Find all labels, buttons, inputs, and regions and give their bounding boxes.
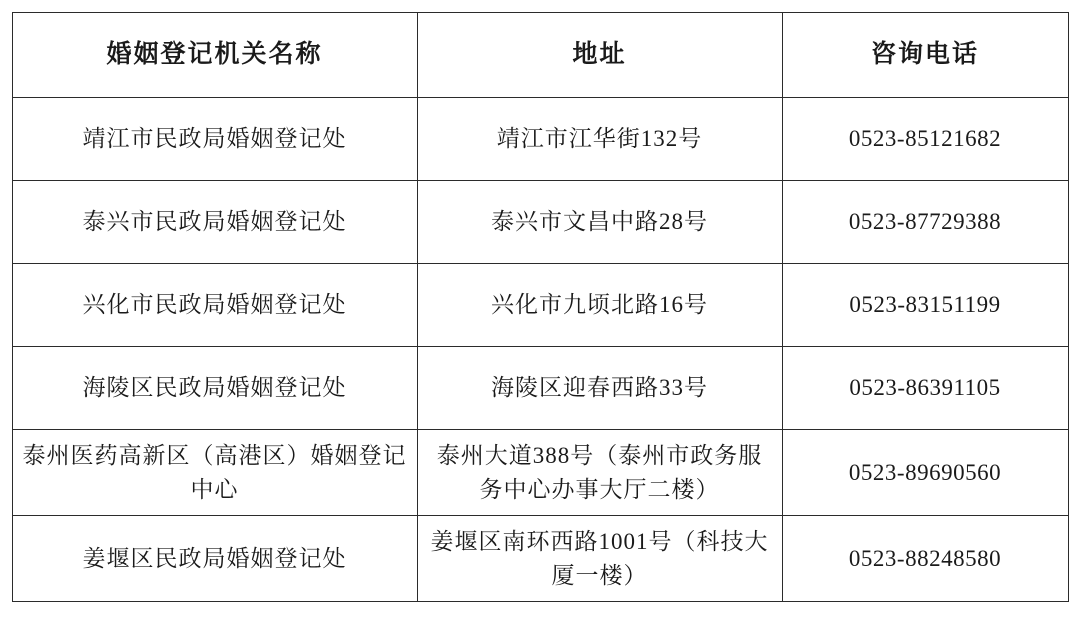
- table-body: [12, 98, 1068, 602]
- column-header-address: 地址: [417, 13, 782, 98]
- table-row: [12, 516, 1068, 602]
- cell-agency-name: 泰兴市民政局婚姻登记处: [12, 181, 417, 264]
- cell-address: 海陵区迎春西路33号: [417, 347, 782, 430]
- table-row: [12, 430, 1068, 516]
- table-row: [12, 98, 1068, 181]
- cell-phone: 0523-85121682: [782, 98, 1068, 181]
- table-row: [12, 264, 1068, 347]
- cell-agency-name: 兴化市民政局婚姻登记处: [12, 264, 417, 347]
- cell-address: 靖江市江华街132号: [417, 98, 782, 181]
- column-header-phone: 咨询电话: [782, 13, 1068, 98]
- table-row: [12, 181, 1068, 264]
- cell-agency-name: 姜堰区民政局婚姻登记处: [12, 516, 417, 602]
- cell-agency-name: 靖江市民政局婚姻登记处: [12, 98, 417, 181]
- column-header-agency-name: 婚姻登记机关名称: [12, 13, 417, 98]
- cell-phone: 0523-83151199: [782, 264, 1068, 347]
- cell-phone: 0523-86391105: [782, 347, 1068, 430]
- cell-phone: 0523-88248580: [782, 516, 1068, 602]
- table-header-row: [12, 13, 1068, 98]
- cell-address: 兴化市九顷北路16号: [417, 264, 782, 347]
- table-row: [12, 347, 1068, 430]
- cell-agency-name: 海陵区民政局婚姻登记处: [12, 347, 417, 430]
- cell-address: 泰兴市文昌中路28号: [417, 181, 782, 264]
- table-header: [12, 13, 1068, 98]
- cell-phone: 0523-87729388: [782, 181, 1068, 264]
- marriage-registration-table: [12, 12, 1069, 602]
- cell-agency-name: 泰州医药高新区（高港区）婚姻登记中心: [12, 430, 417, 516]
- cell-address: 姜堰区南环西路1001号（科技大厦一楼）: [417, 516, 782, 602]
- cell-phone: 0523-89690560: [782, 430, 1068, 516]
- cell-address: 泰州大道388号（泰州市政务服务中心办事大厅二楼）: [417, 430, 782, 516]
